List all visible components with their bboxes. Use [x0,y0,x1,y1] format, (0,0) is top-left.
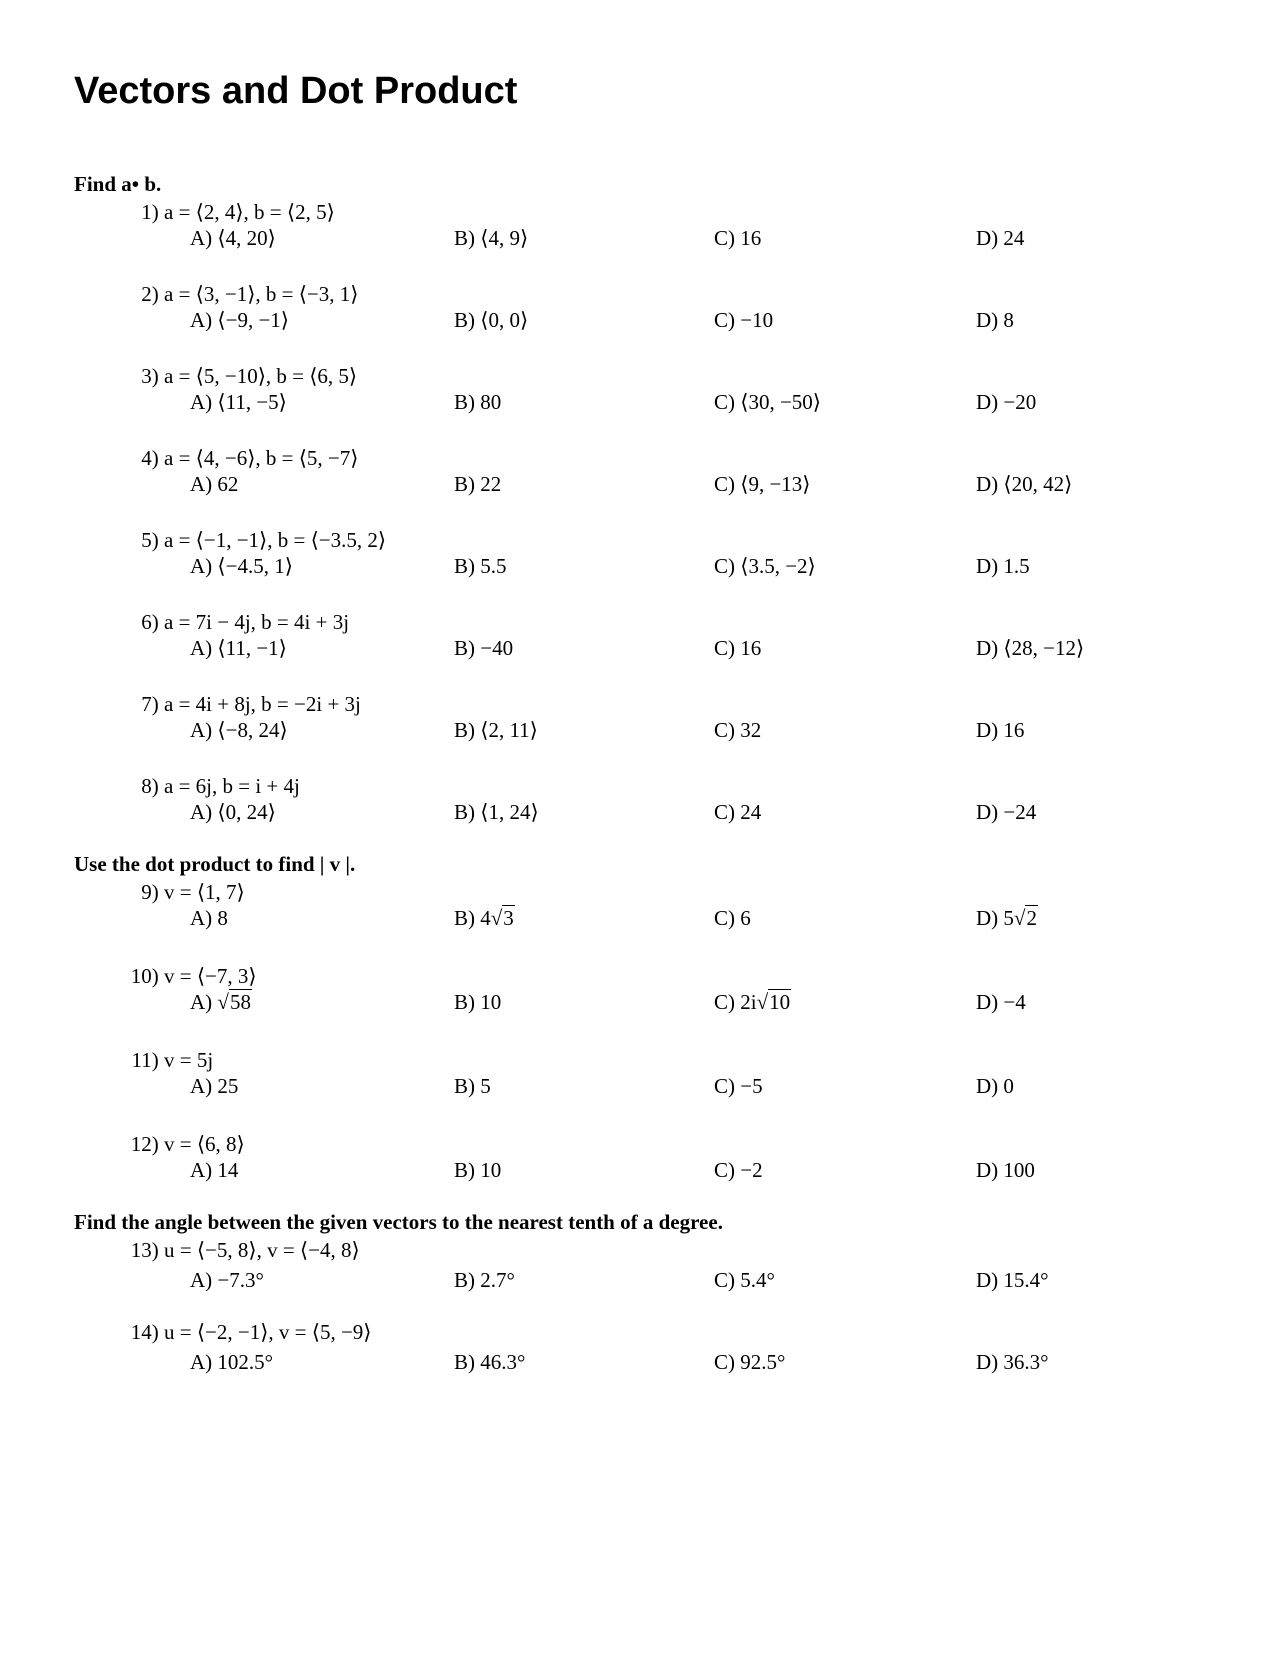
option-b[interactable]: B) 22 [454,472,502,496]
option-c[interactable]: C) ⟨3.5, −2⟩ [714,554,816,578]
question-number: 14) [130,1320,164,1344]
question-problem: a = 7i − 4j, b = 4i + 3j [164,610,350,634]
option-b[interactable]: B) ⟨4, 9⟩ [454,226,529,250]
option-d[interactable]: D) 8 [976,308,1014,332]
option-c[interactable]: C) 16 [714,226,762,250]
option-a[interactable]: A) 62 [190,472,239,496]
question-problem: a = ⟨−1, −1⟩, b = ⟨−3.5, 2⟩ [164,528,387,552]
option-b[interactable]: B) 2.7° [454,1268,515,1292]
question-number: 5) [141,528,164,552]
question-number: 8) [141,774,164,798]
question-number: 10) [130,964,164,988]
question-9 [141,880,244,905]
question-14 [131,1320,372,1345]
question-13 [131,1238,360,1263]
question-problem: a = 6j, b = i + 4j [164,774,300,798]
option-b[interactable]: B) 4√3 [454,906,514,930]
question-problem: a = ⟨4, −6⟩, b = ⟨5, −7⟩ [164,446,359,470]
option-a[interactable]: A) 102.5° [190,1350,274,1374]
option-b[interactable]: B) ⟨2, 11⟩ [454,718,538,742]
option-d[interactable]: D) ⟨20, 42⟩ [976,472,1073,496]
question-problem: a = 4i + 8j, b = −2i + 3j [164,692,361,716]
option-d[interactable]: D) −24 [976,800,1037,824]
option-a[interactable]: A) √58 [190,990,251,1014]
option-b[interactable]: B) 80 [454,390,502,414]
option-a[interactable]: A) ⟨0, 24⟩ [190,800,276,824]
section-instruction: Find the angle between the given vectors to the nearest tenth of a degree. [74,1210,723,1234]
option-c[interactable]: C) 5.4° [714,1268,775,1292]
option-b[interactable]: B) 5 [454,1074,491,1098]
option-d[interactable]: D) 36.3° [976,1350,1049,1374]
option-c[interactable]: C) 32 [714,718,762,742]
option-d[interactable]: D) ⟨28, −12⟩ [976,636,1085,660]
question-problem: v = ⟨1, 7⟩ [164,880,245,904]
option-d[interactable]: D) 1.5 [976,554,1030,578]
question-7 [141,692,361,717]
option-b[interactable]: B) ⟨1, 24⟩ [454,800,539,824]
radical-sign: √2 [1013,906,1037,930]
question-problem: a = ⟨2, 4⟩, b = ⟨2, 5⟩ [164,200,335,224]
question-number: 9) [141,880,164,904]
option-a[interactable]: A) ⟨−8, 24⟩ [190,718,288,742]
option-c[interactable]: C) ⟨30, −50⟩ [714,390,821,414]
option-c[interactable]: C) 92.5° [714,1350,786,1374]
question-6 [141,610,349,635]
option-a[interactable]: A) 14 [190,1158,239,1182]
question-number: 12) [130,1132,164,1156]
option-c[interactable]: C) −10 [714,308,774,332]
radical-sign: √3 [490,906,514,930]
option-d[interactable]: D) 15.4° [976,1268,1049,1292]
option-c[interactable]: C) 16 [714,636,762,660]
option-d[interactable]: D) 0 [976,1074,1014,1098]
question-problem: u = ⟨−5, 8⟩, v = ⟨−4, 8⟩ [164,1238,360,1262]
question-problem: v = ⟨−7, 3⟩ [164,964,257,988]
option-a[interactable]: A) ⟨−4.5, 1⟩ [190,554,293,578]
question-number: 2) [141,282,164,306]
question-number: 11) [131,1048,164,1072]
option-a[interactable]: A) ⟨4, 20⟩ [190,226,276,250]
question-number: 1) [141,200,164,224]
option-d[interactable]: D) −20 [976,390,1037,414]
question-problem: v = ⟨6, 8⟩ [164,1132,245,1156]
section-instruction: Find a• b. [74,172,162,196]
question-5 [141,528,386,553]
section-instruction: Use the dot product to find | v |. [74,852,356,876]
option-a[interactable]: A) 25 [190,1074,239,1098]
option-c[interactable]: C) 24 [714,800,762,824]
question-number: 13) [130,1238,164,1262]
option-b[interactable]: B) ⟨0, 0⟩ [454,308,529,332]
option-d[interactable]: D) 16 [976,718,1025,742]
option-c[interactable]: C) −5 [714,1074,763,1098]
question-12 [131,1132,245,1157]
question-11 [132,1048,214,1073]
question-4 [141,446,358,471]
question-problem: a = ⟨5, −10⟩, b = ⟨6, 5⟩ [164,364,358,388]
question-problem: a = ⟨3, −1⟩, b = ⟨−3, 1⟩ [164,282,359,306]
page-title: Vectors and Dot Product [74,70,518,112]
radical-sign: √10 [756,990,791,1014]
question-problem: v = 5j [164,1048,214,1072]
question-8 [141,774,300,799]
question-number: 7) [141,692,164,716]
option-c[interactable]: C) ⟨9, −13⟩ [714,472,811,496]
question-number: 4) [141,446,164,470]
option-b[interactable]: B) −40 [454,636,514,660]
option-a[interactable]: A) ⟨11, −1⟩ [190,636,287,660]
option-d[interactable]: D) 24 [976,226,1025,250]
option-a[interactable]: A) 8 [190,906,228,930]
question-problem: u = ⟨−2, −1⟩, v = ⟨5, −9⟩ [164,1320,372,1344]
option-c[interactable]: C) −2 [714,1158,763,1182]
option-c[interactable]: C) 6 [714,906,751,930]
option-a[interactable]: A) ⟨−9, −1⟩ [190,308,289,332]
question-1 [141,200,335,225]
question-3 [141,364,357,389]
option-d[interactable]: D) 100 [976,1158,1035,1182]
option-a[interactable]: A) −7.3° [190,1268,264,1292]
question-10 [131,964,257,989]
option-b[interactable]: B) 46.3° [454,1350,526,1374]
option-b[interactable]: B) 10 [454,990,502,1014]
option-d[interactable]: D) 5√2 [976,906,1037,930]
option-b[interactable]: B) 10 [454,1158,502,1182]
option-c[interactable]: C) 2i√10 [714,990,791,1014]
option-a[interactable]: A) ⟨11, −5⟩ [190,390,287,414]
radical-sign: √58 [217,990,251,1014]
option-d[interactable]: D) −4 [976,990,1026,1014]
question-number: 6) [141,610,164,634]
option-b[interactable]: B) 5.5 [454,554,507,578]
question-number: 3) [141,364,164,388]
question-2 [141,282,358,307]
